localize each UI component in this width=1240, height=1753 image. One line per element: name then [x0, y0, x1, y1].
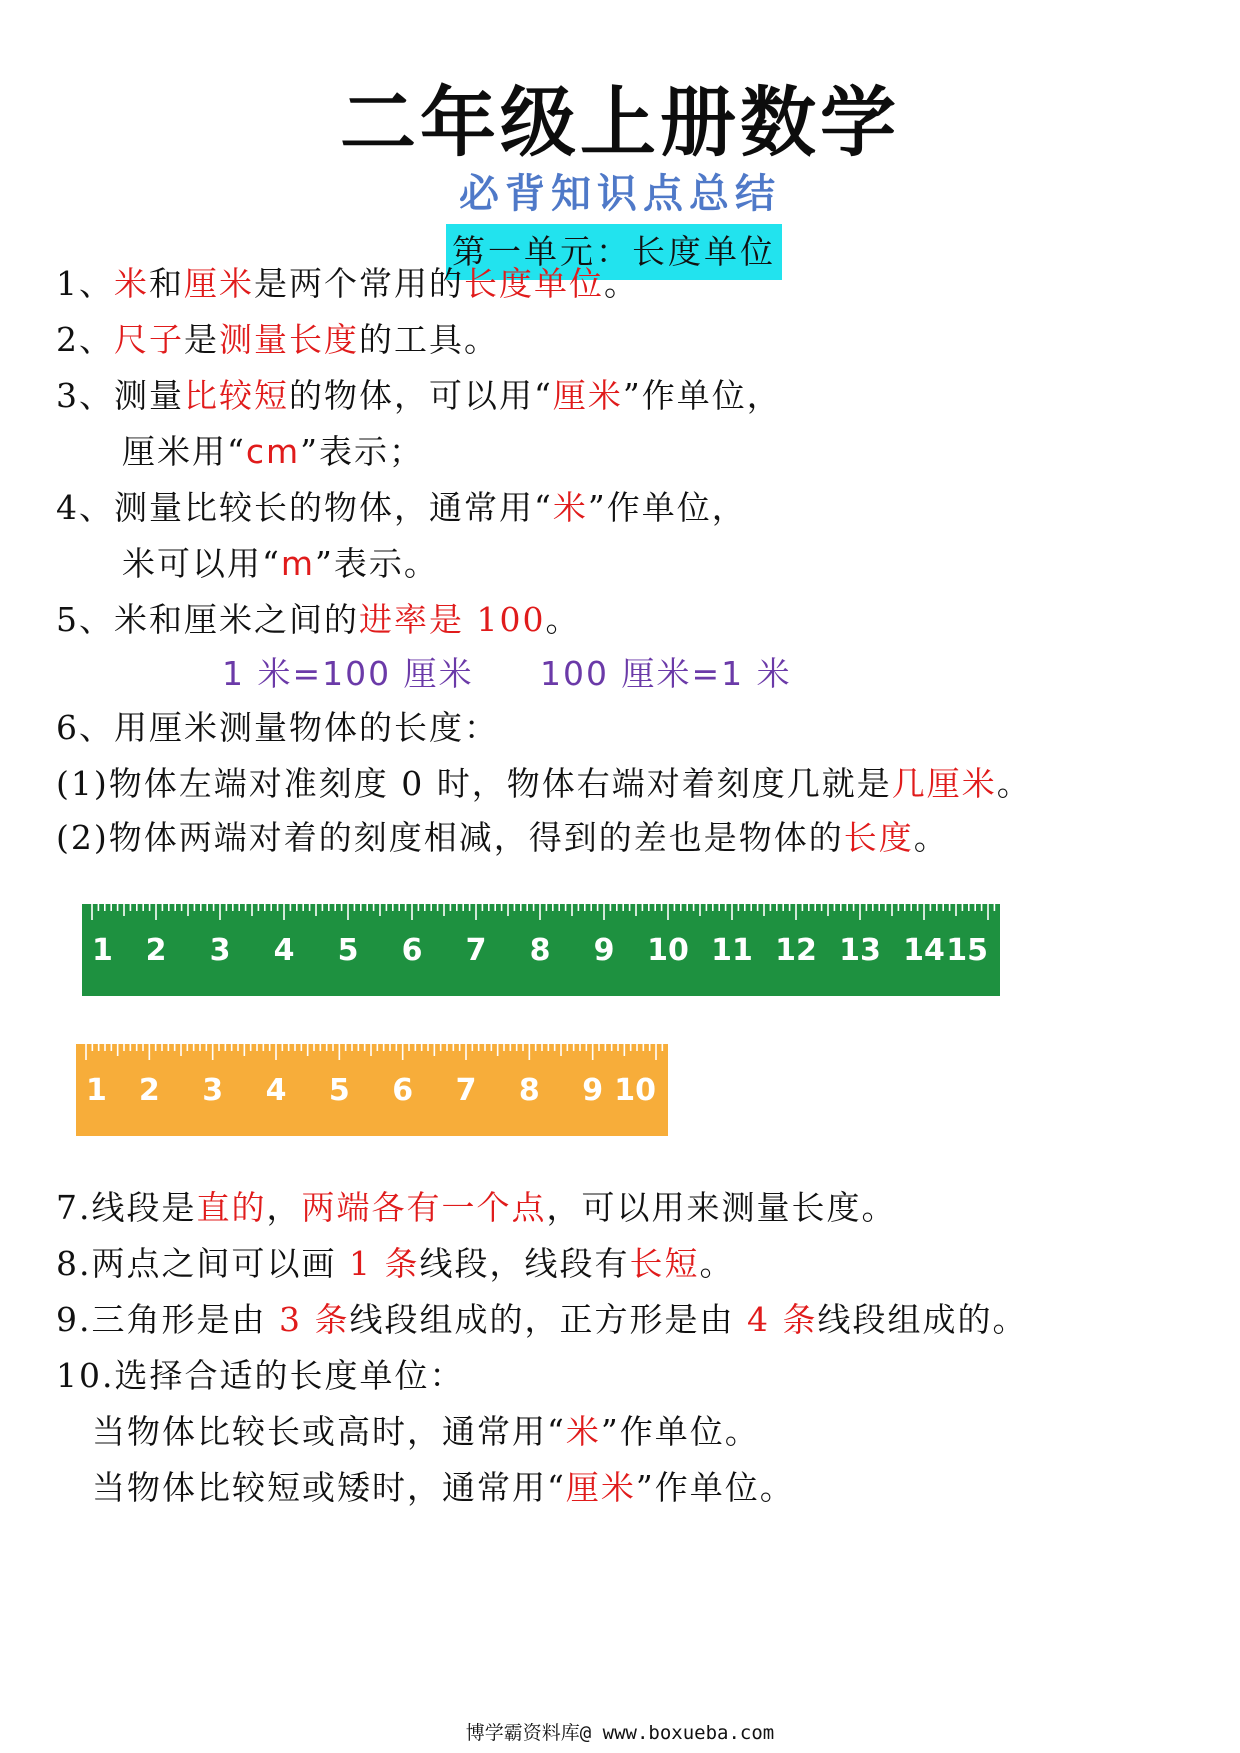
point-10-a	[92, 1410, 760, 1454]
point-7	[56, 1186, 897, 1230]
ruler-label: 7	[465, 933, 487, 968]
text-segment: ”作单位，	[622, 376, 782, 415]
footer-watermark: 博学霸资料库@ www.boxueba.com	[465, 1722, 775, 1744]
text-segment: 5、米和厘米之间的	[56, 600, 359, 639]
ruler-label: 4	[273, 933, 295, 968]
point-10	[56, 1354, 464, 1398]
ruler-label: 14	[903, 933, 945, 968]
text-segment: ”表示；	[300, 432, 425, 471]
point-6	[56, 706, 499, 750]
point-6-2	[56, 816, 949, 860]
text-segment: 8.两点之间可以画	[56, 1244, 349, 1283]
text-segment: 两端各有一个点	[301, 1188, 547, 1227]
text-segment: ，可以用来测量长度。	[546, 1188, 897, 1227]
text-segment: 长短	[629, 1244, 700, 1283]
ruler-label: 8	[518, 1073, 540, 1108]
page-subtitle: 必背知识点总结	[459, 171, 781, 217]
text-segment: 米	[114, 264, 149, 303]
text-segment: 厘米用“	[122, 432, 246, 471]
text-segment: ”作单位。	[600, 1412, 760, 1451]
text-segment: 测量长度	[219, 320, 359, 359]
green-ruler	[82, 904, 1000, 996]
text-segment: 米	[565, 1412, 601, 1451]
text-segment: (1)物体左端对准刻度 0 时，物体右端对着刻度几就是	[56, 764, 892, 803]
text-segment: 米	[552, 488, 588, 527]
point-1	[56, 262, 639, 306]
text-segment: 。	[545, 600, 581, 639]
conversion-m-to-cm	[222, 652, 474, 696]
text-segment: 当物体比较短或矮时，通常用“	[92, 1468, 566, 1507]
ruler-label: 1	[86, 1073, 107, 1108]
conversion-cm-to-m	[540, 652, 792, 696]
point-2	[56, 318, 499, 362]
point-8	[56, 1242, 734, 1286]
ruler-label: 1	[92, 933, 113, 968]
text-segment: 9.三角形是由	[56, 1300, 279, 1339]
text-segment: ”作单位，	[587, 488, 747, 527]
ruler-body	[76, 1044, 668, 1136]
text-segment: 4、测量比较长的物体，通常用“	[56, 488, 553, 527]
text-segment: 1 条	[348, 1244, 420, 1283]
text-segment: 2、	[56, 320, 114, 359]
page-title: 二年级上册数学	[340, 78, 900, 167]
ruler-label: 2	[145, 933, 167, 968]
ruler-label: 13	[839, 933, 881, 968]
point-4	[56, 486, 747, 530]
text-segment: 的工具。	[359, 320, 499, 359]
ruler-label: 3	[202, 1073, 224, 1108]
text-segment: cm	[245, 432, 301, 471]
ruler-label: 11	[711, 933, 753, 968]
ruler-label: 2	[138, 1073, 160, 1108]
text-segment: 1 米=100 厘米	[222, 654, 474, 693]
ruler-label: 5	[328, 1073, 350, 1108]
text-segment: 厘米	[552, 376, 623, 415]
text-segment: 厘米	[184, 264, 254, 303]
ruler-label: 12	[775, 933, 817, 968]
text-segment: 长度单位	[464, 264, 604, 303]
ruler-label: 9	[593, 933, 615, 968]
text-segment: 3 条	[278, 1300, 350, 1339]
text-segment: 和	[149, 264, 184, 303]
ruler-label: 8	[529, 933, 551, 968]
unit-heading: 第一单元：长度单位	[446, 224, 782, 280]
ruler-label: 4	[265, 1073, 287, 1108]
text-segment: 比较短	[184, 376, 289, 415]
ruler-label: 15	[946, 933, 988, 968]
ruler-label: 7	[455, 1073, 477, 1108]
point-10-b	[92, 1466, 795, 1510]
orange-ruler	[76, 1044, 668, 1136]
text-segment: 的物体，可以用“	[289, 376, 553, 415]
point-3-cont	[122, 430, 424, 474]
text-segment: 直的	[196, 1188, 267, 1227]
text-segment: ”作单位。	[635, 1468, 795, 1507]
text-segment: 线段组成的，正方形是由	[349, 1300, 747, 1339]
text-segment: 尺子	[114, 320, 184, 359]
text-segment: 10.选择合适的长度单位：	[56, 1356, 465, 1395]
text-segment: 。	[913, 818, 949, 857]
point-9	[56, 1298, 1027, 1342]
point-3	[56, 374, 782, 418]
text-segment: ，	[266, 1188, 302, 1227]
text-segment: (2)物体两端对着的刻度相减，得到的差也是物体的	[56, 818, 844, 857]
text-segment: 线段组成的。	[817, 1300, 1028, 1339]
text-segment: 米可以用“	[122, 544, 281, 583]
text-segment: 。	[604, 264, 639, 303]
ruler-label: 10	[647, 933, 689, 968]
text-segment: 是	[184, 320, 219, 359]
text-segment: 是两个常用的	[254, 264, 464, 303]
text-segment: 4 条	[746, 1300, 818, 1339]
ruler-label: 6	[392, 1073, 414, 1108]
text-segment: 3、测量	[56, 376, 184, 415]
text-segment: 厘米	[565, 1468, 636, 1507]
text-segment: 。	[996, 764, 1032, 803]
text-segment: 。	[699, 1244, 735, 1283]
text-segment: 6、用厘米测量物体的长度：	[56, 708, 499, 747]
point-5	[56, 598, 580, 642]
ruler-label: 10	[614, 1073, 656, 1108]
ruler-label: 3	[209, 933, 231, 968]
text-segment: 7.线段是	[56, 1188, 197, 1227]
text-segment: ”表示。	[315, 544, 439, 583]
text-segment: 长度	[843, 818, 914, 857]
ruler-label: 5	[337, 933, 359, 968]
text-segment: 1、	[56, 264, 114, 303]
text-segment: m	[280, 544, 316, 583]
point-6-1	[56, 762, 1032, 806]
text-segment: 进率是 100	[359, 600, 546, 639]
text-segment: 几厘米	[891, 764, 997, 803]
text-segment: 当物体比较长或高时，通常用“	[92, 1412, 566, 1451]
text-segment: 100 厘米=1 米	[540, 654, 792, 693]
ruler-label: 9	[582, 1073, 604, 1108]
text-segment: 线段，线段有	[419, 1244, 630, 1283]
ruler-label: 6	[401, 933, 423, 968]
point-4-cont	[122, 542, 439, 586]
